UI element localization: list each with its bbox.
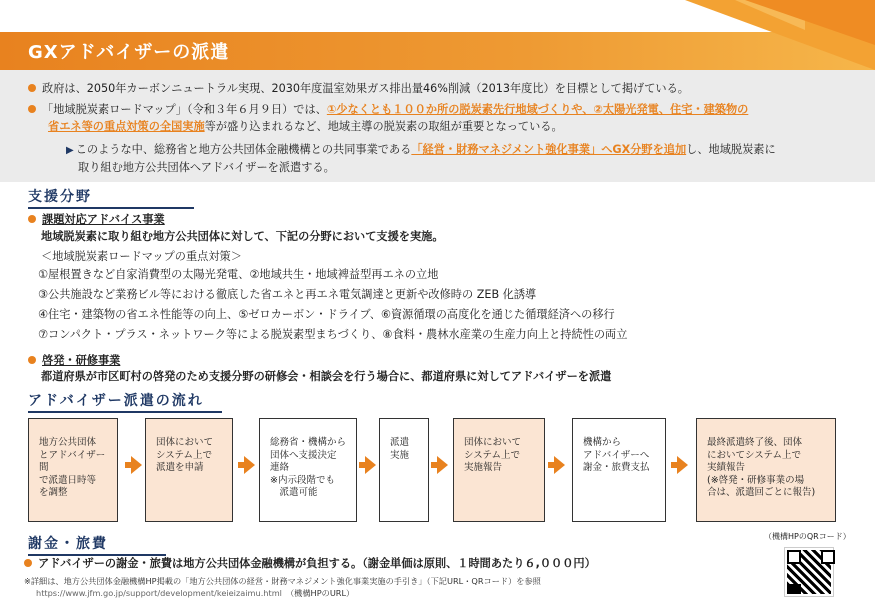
page-title: GXアドバイザーの派遣 <box>28 42 230 63</box>
flow-step-text: を調整 <box>39 487 68 498</box>
jfm-url-link[interactable]: https://www.jfm.go.jp/support/development/keieizaimu.html <box>36 588 282 598</box>
fee-url-line <box>36 588 354 599</box>
flow-step-3 <box>259 418 357 522</box>
flow-step-text: 団体において <box>464 437 522 448</box>
flow-step-text: (※啓発・研修事業の場 <box>707 474 805 486</box>
flow-step-text: 実績報告 <box>707 462 746 473</box>
flow-step-text: 合は、派遣回ごとに報告) <box>707 487 816 498</box>
flow-step-text: ※内示段階でも <box>270 474 335 486</box>
flow-step-2 <box>145 418 233 522</box>
section-heading-fee: 謝金・旅費 <box>28 533 166 556</box>
flow-step-text: とアドバイザー間 <box>39 449 106 473</box>
flow-step-text: 謝金・旅費支払 <box>583 462 650 473</box>
intro-arrow-text: このような中、総務省と地方公共団体金融機構との共同事業である <box>75 143 412 156</box>
flow-step-text: アドバイザーへ <box>583 449 650 461</box>
flow-step-1 <box>28 418 118 522</box>
flow-step-text: 派遣 <box>390 437 410 448</box>
flow-arrow-icon <box>131 456 142 474</box>
flow-step-text: 団体へ支援決定 <box>270 449 337 461</box>
flow-step-text: 最終派遣終了後、団体 <box>707 437 803 448</box>
flow-step-6 <box>572 418 666 522</box>
flow-step-text: 実施 <box>390 449 410 461</box>
intro-arrow-text: 取り組む地方公共団体へアドバイザーを派遣する。 <box>78 161 335 174</box>
qr-label: （機構HPのQRコード） <box>764 532 851 541</box>
qr-code-icon[interactable] <box>785 548 833 596</box>
support-item-2-title: 啓発・研修事業 <box>28 352 120 369</box>
intro-bullet-1 <box>28 80 858 97</box>
decorative-triangle <box>745 0 875 45</box>
triangle-right-icon: ▶ <box>66 145 74 156</box>
intro-bullet-2 <box>28 101 858 135</box>
measure-line: ①屋根置きなど自家消費型の太陽光発電、②地域共生・地域裨益型再エネの立地 <box>38 268 439 281</box>
measure-line: ③公共施設など業務ビル等における徹底した省エネと再エネ電気調達と更新や改修時の ZEB 化誘導 <box>38 288 537 301</box>
flow-step-text: 派遣を申請 <box>156 462 204 473</box>
flow-step-text: 地方公共団体 <box>39 437 97 448</box>
flow-step-text: 団体において <box>156 437 214 448</box>
intro-arrow-note <box>66 141 866 176</box>
bullet-icon <box>28 105 36 113</box>
intro-bullet-1-text: 政府は、2050年カーボンニュートラル実現、2030年度温室効果ガス排出量46%削減（2013年度比）を目標として掲げている。 <box>42 82 689 95</box>
flow-arrow-icon <box>244 456 255 474</box>
intro-bullet-2-text: 等が盛り込まれるなど、地域主導の脱炭素の取組が重要となっている。 <box>204 120 563 133</box>
roadmap-label: ＜地域脱炭素ロードマップの重点対策＞ <box>41 250 242 263</box>
bullet-icon <box>24 559 32 567</box>
flow-step-text: 実施報告 <box>464 462 503 473</box>
url-label: （機構HPのURL） <box>285 588 355 598</box>
flow-step-text: 総務省・機構から <box>270 437 347 448</box>
fee-desc: アドバイザーの謝金・旅費は地方公共団体金融機構が負担する。（謝金単価は原則、１時間あたり６,０００円） <box>24 555 596 572</box>
flow-step-text: 連絡 <box>270 462 290 473</box>
measure-line: ⑦コンパクト・プラス・ネットワーク等による脱炭素型まちづくり、⑧食料・農林水産業の生産力向上と持続性の両立 <box>38 328 628 341</box>
intro-highlight: 「経営・財務マネジメント強化事業」へGX分野を追加 <box>411 143 687 156</box>
intro-highlight: ①少なくとも１００か所の脱炭素先行地域づくりや、②太陽光発電、住宅・建築物の <box>326 103 749 116</box>
bullet-icon <box>28 84 36 92</box>
measure-line: ④住宅・建築物の省エネ性能等の向上、⑤ゼロカーボン・ドライブ、⑥資源循環の高度化を通じた循環経済への移行 <box>38 308 615 321</box>
fee-note: ※詳細は、地方公共団体金融機構HP掲載の「地方公共団体の経営・財務マネジメント強化事業実施の手引き」（下記URL・QRコード）を参照 <box>24 576 541 586</box>
intro-arrow-text: し、地域脱炭素に <box>686 143 776 156</box>
flow-arrow-icon <box>437 456 448 474</box>
flow-arrow-icon <box>365 456 376 474</box>
flow-step-text: システム上で <box>464 449 521 461</box>
intro-bullet-2-text: 「地域脱炭素ロードマップ」（令和３年６月９日）では、 <box>42 103 327 116</box>
support-item-2-desc: 都道府県が市区町村の啓発のため支援分野の研修会・相談会を行う場合に、都道府県に対してアドバイザーを派遣 <box>41 370 612 383</box>
flow-step-text: で派遣日時等 <box>39 474 97 486</box>
intro-highlight: 省エネ等の重点対策の全国実施 <box>48 120 205 133</box>
support-item-1-desc: 地域脱炭素に取り組む地方公共団体に対して、下記の分野において支援を実施。 <box>41 230 444 243</box>
flow-step-text: においてシステム上で <box>707 449 802 461</box>
bullet-icon <box>28 215 36 223</box>
flow-step-text: 派遣可能 <box>270 487 318 498</box>
flow-step-4 <box>379 418 429 522</box>
section-heading-flow: アドバイザー派遣の流れ <box>28 390 222 413</box>
section-heading-support: 支援分野 <box>28 186 194 209</box>
flow-step-7 <box>696 418 836 522</box>
flow-step-text: システム上で <box>156 449 213 461</box>
support-item-1-title: 課題対応アドバイス事業 <box>28 211 165 228</box>
flow-step-5 <box>453 418 545 522</box>
flow-arrow-icon <box>554 456 565 474</box>
flow-step-text: 機構から <box>583 437 622 448</box>
flow-arrow-icon <box>677 456 688 474</box>
bullet-icon <box>28 356 36 364</box>
